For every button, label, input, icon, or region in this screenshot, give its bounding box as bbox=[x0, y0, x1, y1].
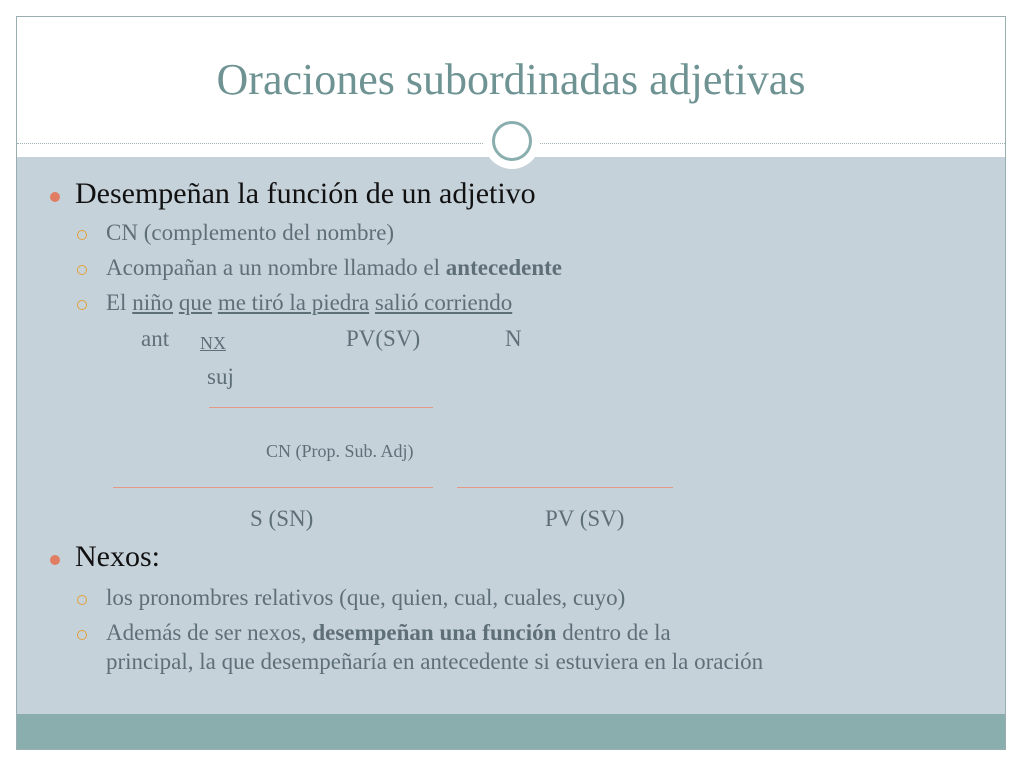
cn-rule bbox=[209, 407, 433, 408]
sub-bullet-5-line2: principal, la que desempeñaría en antecedente si estuviera en la oración bbox=[106, 649, 764, 674]
slide bbox=[16, 16, 1006, 750]
label-cn: CN (Prop. Sub. Adj) bbox=[266, 441, 414, 461]
sub-bullet-icon bbox=[77, 265, 87, 275]
sub-bullet-2-bold: antecedente bbox=[445, 255, 563, 280]
example-salio: salió corriendo bbox=[374, 290, 513, 315]
example-que: que bbox=[178, 290, 213, 315]
slide-content bbox=[17, 157, 1005, 715]
sub-bullet-5-text bbox=[106, 619, 671, 647]
sub-bullet-5-plain: Además de ser nexos, bbox=[106, 620, 313, 645]
label-pv-sv: PV(SV) bbox=[346, 326, 421, 351]
slide-title: Oraciones subordinadas adjetivas bbox=[216, 55, 806, 104]
label-n: N bbox=[505, 326, 522, 351]
sub-bullet-4-text: los pronombres relativos (que, quien, cual, cuales, cuyo) bbox=[106, 585, 626, 610]
circle-icon bbox=[492, 121, 532, 161]
sub-bullet-5-after: dentro de la bbox=[556, 620, 671, 645]
bullet-icon bbox=[50, 192, 60, 202]
label-suj: suj bbox=[207, 364, 234, 389]
predicate-rule bbox=[457, 487, 673, 488]
bullet-2-text: Nexos: bbox=[75, 540, 160, 573]
sub-bullet-3-text bbox=[106, 289, 512, 317]
sub-bullet-icon bbox=[77, 595, 87, 605]
label-s-sn: S (SN) bbox=[250, 506, 314, 531]
label-ant: ant bbox=[141, 326, 170, 351]
sub-bullet-icon bbox=[77, 230, 87, 240]
sub-bullet-2-text bbox=[106, 254, 562, 282]
example-me-tiro: me tiró la piedra bbox=[217, 290, 370, 315]
label-nx: NX bbox=[200, 333, 226, 353]
example-nino: niño bbox=[132, 290, 174, 315]
label-pv-sv-2: PV (SV) bbox=[545, 506, 625, 531]
sub-bullet-icon bbox=[77, 630, 87, 640]
example-el: El bbox=[106, 290, 127, 315]
bullet-icon bbox=[50, 555, 60, 565]
bullet-1-text: Desempeñan la función de un adjetivo bbox=[75, 177, 536, 210]
sub-bullet-1-text: CN (complemento del nombre) bbox=[106, 220, 395, 245]
sub-bullet-5-bold: desempeñan una función bbox=[312, 620, 557, 645]
sub-bullet-icon bbox=[77, 300, 87, 310]
subject-rule bbox=[113, 487, 433, 488]
sub-bullet-2-plain: Acompañan a un nombre llamado el bbox=[106, 255, 446, 280]
slide-footer bbox=[17, 714, 1005, 749]
